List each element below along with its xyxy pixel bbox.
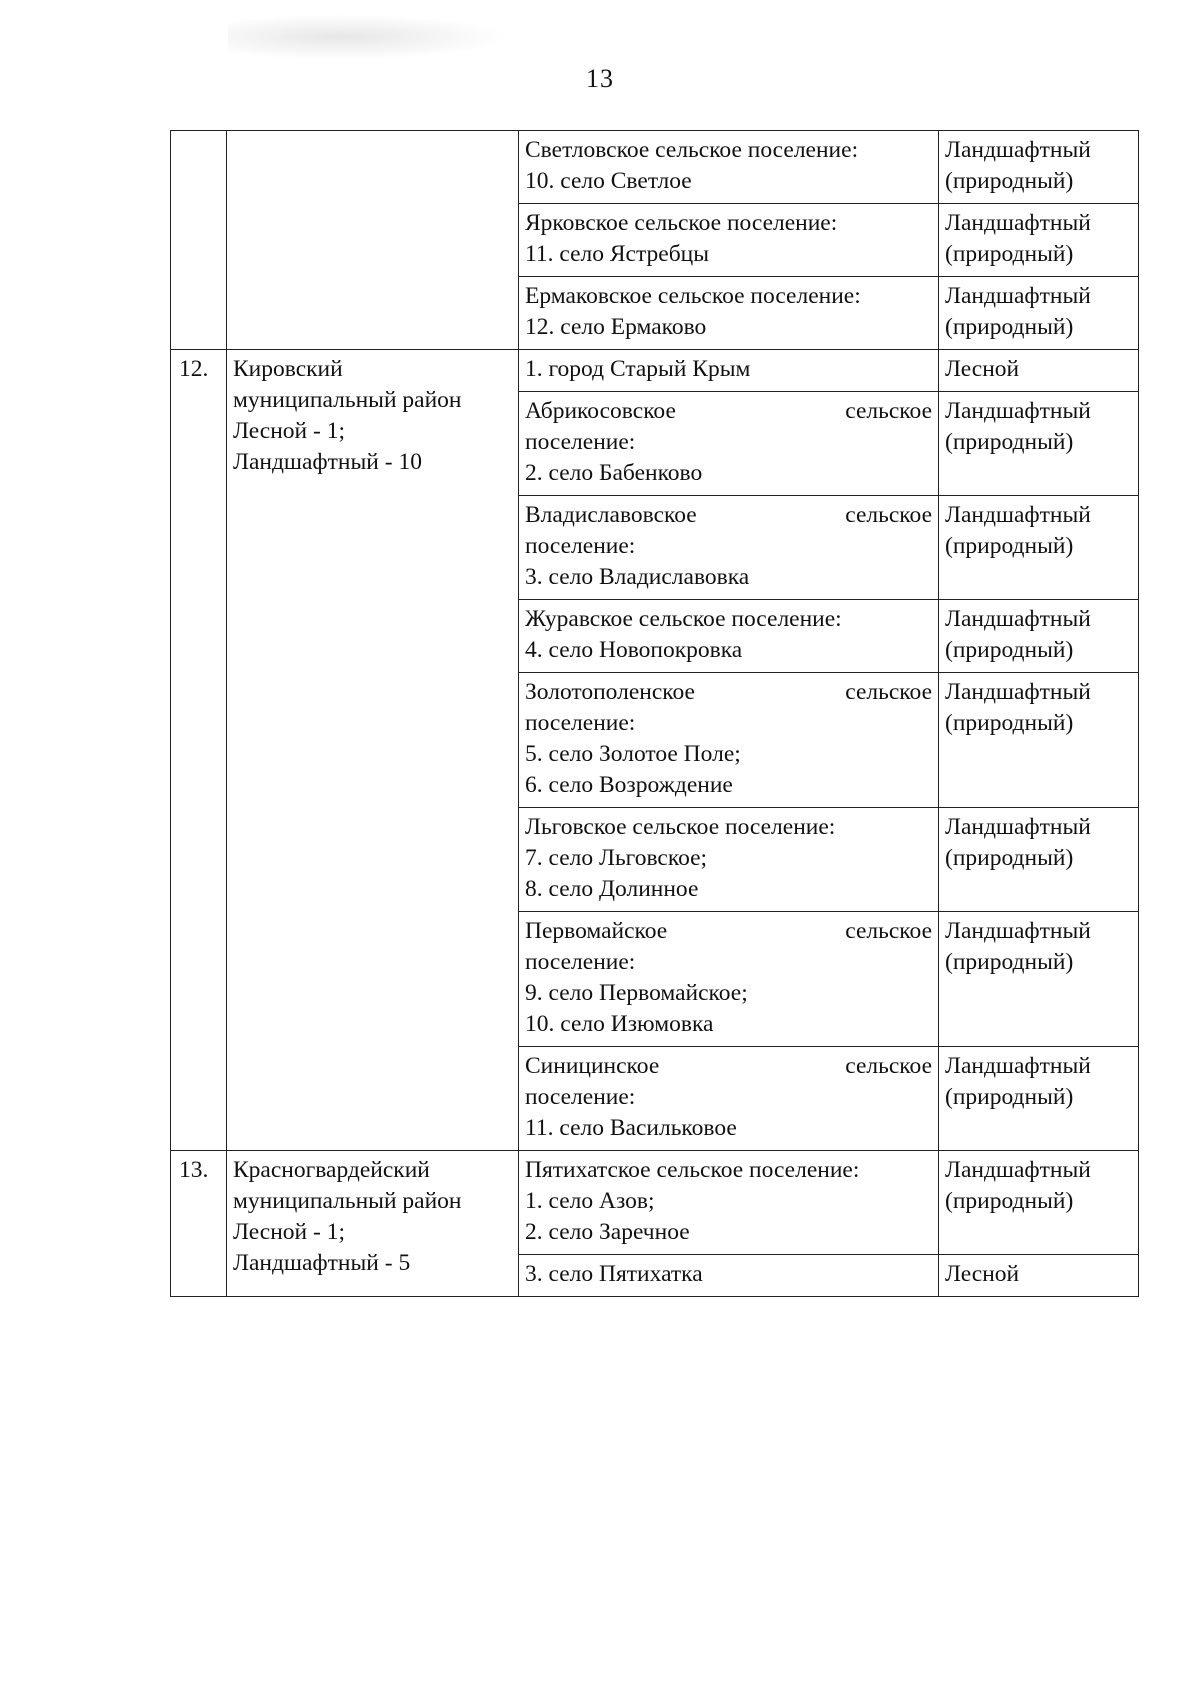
settlement-header	[525, 677, 932, 708]
settlement-cell	[519, 392, 939, 496]
protection-type-line: (природный)	[945, 533, 1074, 559]
district-name-line: Лесной - 1;	[233, 418, 345, 444]
settlement-header-continued: поселение:	[525, 710, 636, 736]
village-item: 4. село Новопокровка	[525, 637, 743, 663]
village-item: 5. село Золотое Поле;	[525, 741, 741, 767]
protection-type-cell	[939, 912, 1139, 1047]
district-name-line: Красногвардейский	[233, 1157, 430, 1183]
settlement-header-word: Абрикосовское	[525, 398, 676, 424]
village-item: 7. село Льговское;	[525, 845, 708, 871]
district-name-line: муниципальный район	[233, 1188, 462, 1214]
district-number-cell: 13.	[171, 1151, 227, 1297]
settlement-header-continued: поселение:	[525, 429, 636, 455]
district-name-line: Лесной - 1;	[233, 1219, 345, 1245]
village-item: 10. село Изюмовка	[525, 1011, 714, 1037]
village-item: 2. село Бабенково	[525, 460, 703, 486]
district-number-cell: 12.	[171, 350, 227, 1151]
empty-number-cell	[171, 131, 227, 350]
protection-type-line: (природный)	[945, 1084, 1074, 1110]
district-cell	[227, 1151, 519, 1297]
settlement-cell	[519, 808, 939, 912]
village-item: 8. село Долинное	[525, 876, 699, 902]
settlement-cell	[519, 912, 939, 1047]
protection-type-line: (природный)	[945, 314, 1074, 340]
protection-type-line: Ландшафтный	[945, 606, 1091, 632]
village-item: 6. село Возрождение	[525, 772, 733, 798]
settlement-cell	[519, 600, 939, 673]
settlement-header-word: Синицинское	[525, 1053, 660, 1079]
table-row	[171, 131, 1139, 204]
protection-type-line: (природный)	[945, 845, 1074, 871]
protection-type-cell	[939, 808, 1139, 912]
settlement-header-word: сельское	[845, 1053, 932, 1079]
district-name-line: муниципальный район	[233, 387, 462, 413]
settlement-cell	[519, 277, 939, 350]
protection-type-line: (природный)	[945, 241, 1074, 267]
settlement-header	[525, 396, 932, 427]
district-name-line: Ландшафтный - 5	[233, 1250, 411, 1276]
empty-district-cell	[227, 131, 519, 350]
settlement-header	[525, 916, 932, 947]
settlement-header: Ярковское сельское поселение:	[525, 210, 838, 236]
protection-type-cell	[939, 1255, 1139, 1297]
protection-type-line: Ландшафтный	[945, 502, 1091, 528]
protection-type-line: Ландшафтный	[945, 814, 1091, 840]
settlement-cell	[519, 350, 939, 392]
protection-type-line: Ландшафтный	[945, 918, 1091, 944]
protection-type-line: Ландшафтный	[945, 1053, 1091, 1079]
district-name-line: Ландшафтный - 10	[233, 449, 422, 475]
protection-type-cell	[939, 1047, 1139, 1151]
protection-type-line: (природный)	[945, 637, 1074, 663]
protection-type-line: (природный)	[945, 949, 1074, 975]
table-row	[171, 1151, 1139, 1255]
protection-type-cell	[939, 392, 1139, 496]
village-item: 3. село Пятихатка	[525, 1261, 703, 1287]
settlement-header-word: сельское	[845, 398, 932, 424]
settlement-cell	[519, 673, 939, 808]
protection-type-cell	[939, 204, 1139, 277]
settlement-header: Журавское сельское поселение:	[525, 606, 842, 632]
village-item: 3. село Владиславовка	[525, 564, 750, 590]
table-row	[171, 350, 1139, 392]
district-name-line: Кировский	[233, 356, 343, 382]
page-number: 13	[586, 64, 614, 93]
protection-type-cell	[939, 600, 1139, 673]
settlement-header	[525, 1051, 932, 1082]
protection-type-cell	[939, 496, 1139, 600]
settlement-cell	[519, 1255, 939, 1297]
village-item: 2. село Заречное	[525, 1219, 690, 1245]
settlements-table	[170, 130, 1139, 1297]
settlement-cell	[519, 1047, 939, 1151]
protection-type-line: (природный)	[945, 429, 1074, 455]
settlement-header-word: сельское	[845, 918, 932, 944]
village-item: 1. село Азов;	[525, 1188, 655, 1214]
protection-type-line: (природный)	[945, 168, 1074, 194]
protection-type-line: (природный)	[945, 710, 1074, 736]
settlement-header	[525, 500, 932, 531]
protection-type-line: Лесной	[945, 356, 1020, 382]
settlement-header-word: сельское	[845, 679, 932, 705]
protection-type-line: Ландшафтный	[945, 283, 1091, 309]
village-item: 9. село Первомайское;	[525, 980, 748, 1006]
village-item: 12. село Ермаково	[525, 314, 707, 340]
settlement-header-word: Владиславовское	[525, 502, 697, 528]
village-item: 11. село Васильковое	[525, 1115, 737, 1141]
settlement-header-continued: поселение:	[525, 949, 636, 975]
protection-type-line: Лесной	[945, 1261, 1020, 1287]
scan-smudge	[228, 14, 508, 60]
district-cell	[227, 350, 519, 1151]
table-body	[171, 131, 1139, 1297]
settlement-header: Ермаковское сельское поселение:	[525, 283, 861, 309]
protection-type-line: Ландшафтный	[945, 210, 1091, 236]
protection-type-cell	[939, 350, 1139, 392]
protection-type-line: Ландшафтный	[945, 1157, 1091, 1183]
settlement-header-word: сельское	[845, 502, 932, 528]
protection-type-line: (природный)	[945, 1188, 1074, 1214]
settlement-header-continued: поселение:	[525, 1084, 636, 1110]
settlement-header: Пятихатское сельское поселение:	[525, 1157, 860, 1183]
protection-type-cell	[939, 673, 1139, 808]
settlement-header: Светловское сельское поселение:	[525, 137, 859, 163]
settlement-header-word: Первомайское	[525, 918, 668, 944]
protection-type-cell	[939, 131, 1139, 204]
settlement-header-continued: поселение:	[525, 533, 636, 559]
village-item: 10. село Светлое	[525, 168, 692, 194]
settlement-header-word: Золотополенское	[525, 679, 695, 705]
village-item: 1. город Старый Крым	[525, 356, 751, 382]
village-item: 11. село Ястребцы	[525, 241, 710, 267]
settlement-cell	[519, 496, 939, 600]
settlement-cell	[519, 1151, 939, 1255]
protection-type-cell	[939, 1151, 1139, 1255]
protection-type-line: Ландшафтный	[945, 398, 1091, 424]
protection-type-line: Ландшафтный	[945, 137, 1091, 163]
protection-type-cell	[939, 277, 1139, 350]
settlement-header: Льговское сельское поселение:	[525, 814, 836, 840]
settlement-cell	[519, 131, 939, 204]
protection-type-line: Ландшафтный	[945, 679, 1091, 705]
settlement-cell	[519, 204, 939, 277]
